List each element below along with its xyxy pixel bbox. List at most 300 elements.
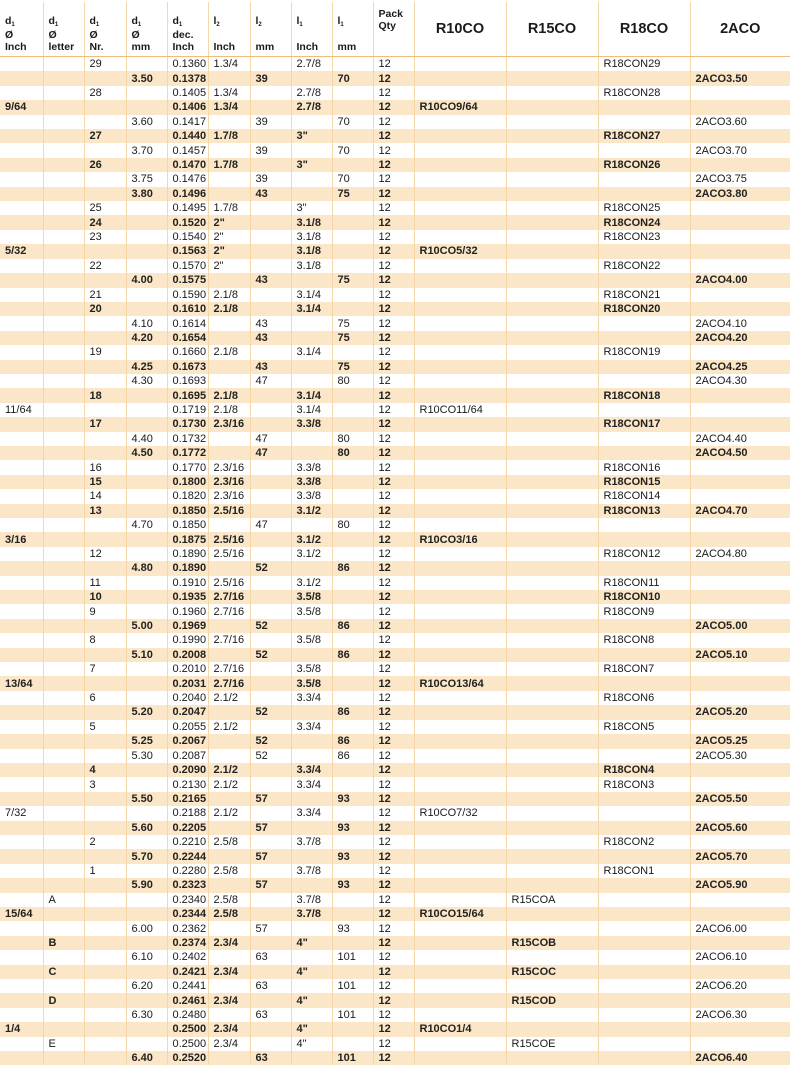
table-row — [0, 273, 790, 287]
cell-l2-mm — [250, 288, 291, 302]
cell-d1-inch — [0, 604, 43, 618]
cell-pack-qty: 12 — [373, 489, 414, 503]
cell-r15co — [506, 749, 598, 763]
cell-l1-mm: 86 — [332, 734, 373, 748]
table-row — [0, 215, 790, 229]
cell-l2-inch — [208, 143, 250, 157]
table-row — [0, 100, 790, 114]
cell-d1-inch — [0, 259, 43, 273]
table-row — [0, 965, 790, 979]
cell-l1-inch — [291, 316, 332, 330]
cell-l1-inch — [291, 187, 332, 201]
cell-r18co: R18CON28 — [598, 86, 690, 100]
cell-d1-nr — [84, 1022, 126, 1036]
cell-r18co — [598, 360, 690, 374]
cell-d1-inch — [0, 115, 43, 129]
cell-l1-inch — [291, 821, 332, 835]
cell-d1-letter — [43, 691, 84, 705]
cell-r18co: R18CON22 — [598, 259, 690, 273]
cell-d1-letter — [43, 1008, 84, 1022]
cell-d1-dec-inch: 0.1800 — [167, 475, 208, 489]
cell-r10co — [414, 345, 506, 359]
cell-2aco: 2ACO6.10 — [690, 950, 790, 964]
cell-r18co — [598, 950, 690, 964]
cell-d1-dec-inch: 0.2067 — [167, 734, 208, 748]
cell-r10co — [414, 460, 506, 474]
cell-d1-mm — [126, 590, 167, 604]
cell-d1-letter — [43, 331, 84, 345]
cell-pack-qty: 12 — [373, 691, 414, 705]
cell-r15co — [506, 777, 598, 791]
cell-l2-mm: 43 — [250, 360, 291, 374]
cell-l1-mm — [332, 403, 373, 417]
cell-d1-dec-inch: 0.1540 — [167, 230, 208, 244]
cell-d1-nr: 21 — [84, 288, 126, 302]
cell-d1-dec-inch: 0.2441 — [167, 979, 208, 993]
cell-l1-inch: 3.1/4 — [291, 288, 332, 302]
cell-d1-inch — [0, 388, 43, 402]
cell-d1-letter — [43, 749, 84, 763]
cell-pack-qty: 12 — [373, 705, 414, 719]
header-line-1: d — [48, 15, 55, 27]
cell-d1-mm: 4.80 — [126, 561, 167, 575]
cell-l2-mm: 63 — [250, 979, 291, 993]
cell-r10co — [414, 1008, 506, 1022]
cell-2aco — [690, 388, 790, 402]
cell-r15co — [506, 619, 598, 633]
cell-d1-letter — [43, 302, 84, 316]
cell-r18co — [598, 1022, 690, 1036]
cell-l1-mm — [332, 893, 373, 907]
cell-d1-nr — [84, 676, 126, 690]
cell-r18co — [598, 561, 690, 575]
cell-r18co — [598, 907, 690, 921]
cell-l1-inch — [291, 648, 332, 662]
cell-l2-inch: 2.5/16 — [208, 504, 250, 518]
cell-d1-mm: 5.20 — [126, 705, 167, 719]
cell-r10co — [414, 316, 506, 330]
cell-d1-letter — [43, 878, 84, 892]
cell-d1-mm — [126, 893, 167, 907]
table-row — [0, 619, 790, 633]
cell-r15co — [506, 158, 598, 172]
cell-l2-inch: 2" — [208, 215, 250, 229]
cell-r18co — [598, 849, 690, 863]
cell-l1-inch — [291, 792, 332, 806]
cell-d1-letter — [43, 921, 84, 935]
cell-d1-nr: 26 — [84, 158, 126, 172]
cell-l1-inch: 3.1/4 — [291, 302, 332, 316]
cell-l2-mm — [250, 129, 291, 143]
cell-r18co — [598, 878, 690, 892]
cell-r10co — [414, 749, 506, 763]
cell-r10co — [414, 561, 506, 575]
cell-d1-mm: 5.10 — [126, 648, 167, 662]
cell-d1-nr — [84, 446, 126, 460]
cell-d1-inch — [0, 460, 43, 474]
cell-d1-dec-inch: 0.1610 — [167, 302, 208, 316]
cell-d1-inch — [0, 936, 43, 950]
cell-d1-dec-inch: 0.1960 — [167, 604, 208, 618]
cell-r15co — [506, 129, 598, 143]
cell-d1-inch: 11/64 — [0, 403, 43, 417]
cell-2aco — [690, 1037, 790, 1051]
cell-2aco — [690, 590, 790, 604]
table-row — [0, 446, 790, 460]
cell-d1-mm: 3.75 — [126, 172, 167, 186]
cell-d1-inch — [0, 345, 43, 359]
cell-d1-inch — [0, 878, 43, 892]
cell-r15co — [506, 806, 598, 820]
cell-pack-qty: 12 — [373, 86, 414, 100]
cell-2aco: 2ACO5.20 — [690, 705, 790, 719]
header-line-2: Ø — [5, 29, 14, 41]
header-line-3: Nr. — [89, 41, 104, 53]
cell-d1-letter — [43, 576, 84, 590]
column-header-pack-qty — [373, 2, 414, 57]
cell-r10co — [414, 590, 506, 604]
cell-d1-mm — [126, 417, 167, 431]
cell-r18co — [598, 374, 690, 388]
cell-pack-qty: 12 — [373, 129, 414, 143]
cell-l1-mm: 101 — [332, 950, 373, 964]
cell-d1-mm: 4.30 — [126, 374, 167, 388]
cell-d1-letter — [43, 1022, 84, 1036]
header-subscript: 1 — [54, 22, 59, 28]
cell-r15co — [506, 345, 598, 359]
cell-pack-qty: 12 — [373, 518, 414, 532]
cell-l1-mm: 75 — [332, 331, 373, 345]
header-line-1: Pack — [378, 8, 404, 20]
table-row — [0, 532, 790, 546]
cell-d1-letter — [43, 504, 84, 518]
cell-d1-letter — [43, 403, 84, 417]
cell-d1-letter — [43, 374, 84, 388]
cell-d1-inch: 1/4 — [0, 1022, 43, 1036]
cell-d1-letter — [43, 792, 84, 806]
cell-d1-inch: 13/64 — [0, 676, 43, 690]
cell-d1-letter — [43, 187, 84, 201]
cell-l1-inch — [291, 950, 332, 964]
cell-r15co — [506, 230, 598, 244]
cell-pack-qty: 12 — [373, 374, 414, 388]
cell-r10co — [414, 475, 506, 489]
cell-r15co: R15COD — [506, 993, 598, 1007]
cell-pack-qty: 12 — [373, 993, 414, 1007]
cell-2aco — [690, 993, 790, 1007]
cell-l2-inch — [208, 734, 250, 748]
cell-l1-inch: 3.7/8 — [291, 864, 332, 878]
cell-r10co: R10CO3/16 — [414, 532, 506, 546]
cell-l2-inch: 1.7/8 — [208, 129, 250, 143]
cell-d1-dec-inch: 0.1495 — [167, 201, 208, 215]
table-row — [0, 907, 790, 921]
column-header-r18co: R18CO — [598, 2, 690, 57]
cell-pack-qty: 12 — [373, 749, 414, 763]
cell-d1-inch: 15/64 — [0, 907, 43, 921]
table-row — [0, 230, 790, 244]
cell-d1-nr — [84, 115, 126, 129]
cell-r18co — [598, 648, 690, 662]
cell-l2-inch: 2.1/2 — [208, 763, 250, 777]
cell-r15co — [506, 259, 598, 273]
cell-d1-nr: 19 — [84, 345, 126, 359]
cell-l2-mm: 47 — [250, 374, 291, 388]
cell-d1-mm — [126, 388, 167, 402]
cell-d1-inch — [0, 518, 43, 532]
cell-r10co — [414, 360, 506, 374]
cell-l1-mm — [332, 993, 373, 1007]
cell-l1-mm: 80 — [332, 446, 373, 460]
cell-d1-mm — [126, 864, 167, 878]
cell-l1-mm: 101 — [332, 979, 373, 993]
cell-2aco: 2ACO3.70 — [690, 143, 790, 157]
cell-d1-mm — [126, 1022, 167, 1036]
header-subscript: 1 — [178, 22, 183, 28]
cell-d1-dec-inch: 0.2210 — [167, 835, 208, 849]
table-row — [0, 259, 790, 273]
cell-d1-dec-inch: 0.2165 — [167, 792, 208, 806]
cell-d1-mm — [126, 965, 167, 979]
cell-d1-mm: 4.70 — [126, 518, 167, 532]
cell-2aco — [690, 158, 790, 172]
cell-d1-nr — [84, 360, 126, 374]
cell-d1-dec-inch: 0.1730 — [167, 417, 208, 431]
cell-l1-mm — [332, 417, 373, 431]
cell-d1-inch — [0, 777, 43, 791]
cell-pack-qty: 12 — [373, 763, 414, 777]
cell-d1-nr — [84, 1008, 126, 1022]
cell-l1-mm: 93 — [332, 921, 373, 935]
cell-d1-nr — [84, 273, 126, 287]
cell-l2-mm: 43 — [250, 273, 291, 287]
cell-l1-inch: 3.3/4 — [291, 691, 332, 705]
cell-pack-qty: 12 — [373, 316, 414, 330]
cell-d1-dec-inch: 0.1732 — [167, 432, 208, 446]
cell-l2-mm — [250, 907, 291, 921]
cell-d1-mm — [126, 460, 167, 474]
cell-l2-inch — [208, 316, 250, 330]
cell-r10co — [414, 792, 506, 806]
cell-l2-mm: 57 — [250, 849, 291, 863]
cell-d1-letter — [43, 86, 84, 100]
cell-l1-mm — [332, 302, 373, 316]
header-subscript: 1 — [95, 22, 100, 28]
cell-l1-inch — [291, 172, 332, 186]
cell-pack-qty: 12 — [373, 201, 414, 215]
cell-l2-mm — [250, 835, 291, 849]
table-row — [0, 302, 790, 316]
cell-pack-qty: 12 — [373, 331, 414, 345]
cell-r10co — [414, 604, 506, 618]
cell-d1-nr — [84, 979, 126, 993]
cell-d1-inch — [0, 57, 43, 72]
cell-d1-nr: 25 — [84, 201, 126, 215]
cell-l2-mm: 39 — [250, 115, 291, 129]
cell-2aco: 2ACO5.00 — [690, 619, 790, 633]
cell-l2-mm — [250, 86, 291, 100]
cell-d1-inch — [0, 273, 43, 287]
table-row — [0, 244, 790, 258]
cell-l1-inch: 3.3/8 — [291, 489, 332, 503]
cell-d1-nr — [84, 244, 126, 258]
cell-r15co — [506, 907, 598, 921]
cell-l1-inch — [291, 979, 332, 993]
cell-d1-mm — [126, 504, 167, 518]
cell-d1-letter — [43, 57, 84, 72]
cell-d1-inch — [0, 979, 43, 993]
cell-l1-mm — [332, 763, 373, 777]
cell-d1-dec-inch: 0.1654 — [167, 331, 208, 345]
cell-pack-qty: 12 — [373, 403, 414, 417]
cell-d1-mm: 5.25 — [126, 734, 167, 748]
cell-l1-mm: 70 — [332, 71, 373, 85]
cell-d1-dec-inch: 0.1693 — [167, 374, 208, 388]
cell-d1-letter — [43, 720, 84, 734]
cell-r18co — [598, 705, 690, 719]
cell-l2-mm: 39 — [250, 172, 291, 186]
cell-2aco: 2ACO4.40 — [690, 432, 790, 446]
cell-pack-qty: 12 — [373, 590, 414, 604]
cell-l1-inch: 4" — [291, 1037, 332, 1051]
cell-r10co — [414, 259, 506, 273]
cell-l2-inch — [208, 878, 250, 892]
cell-d1-nr — [84, 893, 126, 907]
cell-l2-mm: 52 — [250, 561, 291, 575]
cell-r15co — [506, 633, 598, 647]
cell-r18co: R18CON14 — [598, 489, 690, 503]
cell-r10co — [414, 215, 506, 229]
cell-d1-mm: 4.10 — [126, 316, 167, 330]
cell-l2-mm: 47 — [250, 446, 291, 460]
cell-l2-mm: 63 — [250, 1051, 291, 1065]
header-line-1: d — [5, 15, 12, 27]
cell-r15co — [506, 705, 598, 719]
cell-d1-mm: 6.30 — [126, 1008, 167, 1022]
cell-r18co — [598, 806, 690, 820]
cell-r15co — [506, 57, 598, 72]
cell-r10co — [414, 734, 506, 748]
cell-r10co — [414, 576, 506, 590]
cell-l1-inch: 3" — [291, 201, 332, 215]
header-row — [0, 2, 790, 57]
cell-r18co: R18CON21 — [598, 288, 690, 302]
cell-d1-dec-inch: 0.1520 — [167, 215, 208, 229]
cell-d1-mm: 5.30 — [126, 749, 167, 763]
cell-l2-mm — [250, 504, 291, 518]
table-row — [0, 561, 790, 575]
cell-r10co: R10CO15/64 — [414, 907, 506, 921]
header-subscript: 2 — [258, 22, 262, 28]
cell-r10co — [414, 57, 506, 72]
table-row — [0, 921, 790, 935]
cell-d1-letter: D — [43, 993, 84, 1007]
column-header-2aco: 2ACO — [690, 2, 790, 57]
cell-l1-inch: 3.5/8 — [291, 633, 332, 647]
cell-r15co — [506, 648, 598, 662]
cell-d1-nr — [84, 936, 126, 950]
cell-r15co — [506, 489, 598, 503]
cell-l1-inch: 4" — [291, 965, 332, 979]
cell-r10co — [414, 230, 506, 244]
cell-r10co — [414, 720, 506, 734]
cell-d1-nr — [84, 316, 126, 330]
cell-d1-nr: 17 — [84, 417, 126, 431]
cell-l2-inch: 2.5/8 — [208, 907, 250, 921]
cell-d1-dec-inch: 0.1417 — [167, 115, 208, 129]
cell-l2-inch: 2" — [208, 230, 250, 244]
cell-2aco — [690, 777, 790, 791]
table-header — [0, 2, 790, 57]
cell-r10co — [414, 777, 506, 791]
cell-d1-dec-inch: 0.1476 — [167, 172, 208, 186]
cell-l2-inch: 2.1/8 — [208, 345, 250, 359]
cell-r18co: R18CON16 — [598, 460, 690, 474]
cell-d1-inch — [0, 446, 43, 460]
cell-r10co — [414, 705, 506, 719]
header-line-1: d — [172, 15, 179, 27]
cell-2aco: 2ACO4.80 — [690, 547, 790, 561]
cell-2aco — [690, 893, 790, 907]
cell-d1-inch — [0, 129, 43, 143]
cell-r15co — [506, 590, 598, 604]
cell-d1-inch — [0, 893, 43, 907]
cell-2aco — [690, 806, 790, 820]
cell-l1-inch: 4" — [291, 993, 332, 1007]
cell-l1-mm — [332, 835, 373, 849]
cell-d1-mm: 3.70 — [126, 143, 167, 157]
cell-d1-inch — [0, 201, 43, 215]
cell-l2-mm — [250, 201, 291, 215]
cell-2aco: 2ACO4.10 — [690, 316, 790, 330]
cell-2aco: 2ACO5.30 — [690, 749, 790, 763]
table-row — [0, 360, 790, 374]
cell-d1-mm — [126, 777, 167, 791]
cell-d1-inch: 5/32 — [0, 244, 43, 258]
cell-d1-mm — [126, 547, 167, 561]
cell-d1-nr: 13 — [84, 504, 126, 518]
table-row — [0, 676, 790, 690]
cell-d1-nr — [84, 648, 126, 662]
cell-r10co — [414, 921, 506, 935]
cell-l2-inch: 2.3/16 — [208, 475, 250, 489]
cell-l2-mm — [250, 259, 291, 273]
cell-d1-mm — [126, 633, 167, 647]
cell-r10co — [414, 993, 506, 1007]
column-header-d1-letter — [43, 2, 84, 57]
cell-r10co: R10CO11/64 — [414, 403, 506, 417]
table-row — [0, 475, 790, 489]
cell-l1-inch — [291, 1008, 332, 1022]
cell-d1-letter — [43, 835, 84, 849]
cell-r15co — [506, 360, 598, 374]
cell-l2-mm — [250, 215, 291, 229]
cell-d1-dec-inch: 0.1695 — [167, 388, 208, 402]
cell-d1-letter — [43, 158, 84, 172]
cell-pack-qty: 12 — [373, 360, 414, 374]
cell-r15co — [506, 316, 598, 330]
cell-r18co: R18CON8 — [598, 633, 690, 647]
cell-2aco — [690, 936, 790, 950]
cell-r15co — [506, 921, 598, 935]
cell-d1-inch — [0, 475, 43, 489]
cell-l1-mm — [332, 777, 373, 791]
cell-d1-mm — [126, 345, 167, 359]
cell-l1-inch: 3.3/8 — [291, 460, 332, 474]
cell-r15co — [506, 821, 598, 835]
cell-l2-mm — [250, 662, 291, 676]
cell-d1-nr — [84, 100, 126, 114]
